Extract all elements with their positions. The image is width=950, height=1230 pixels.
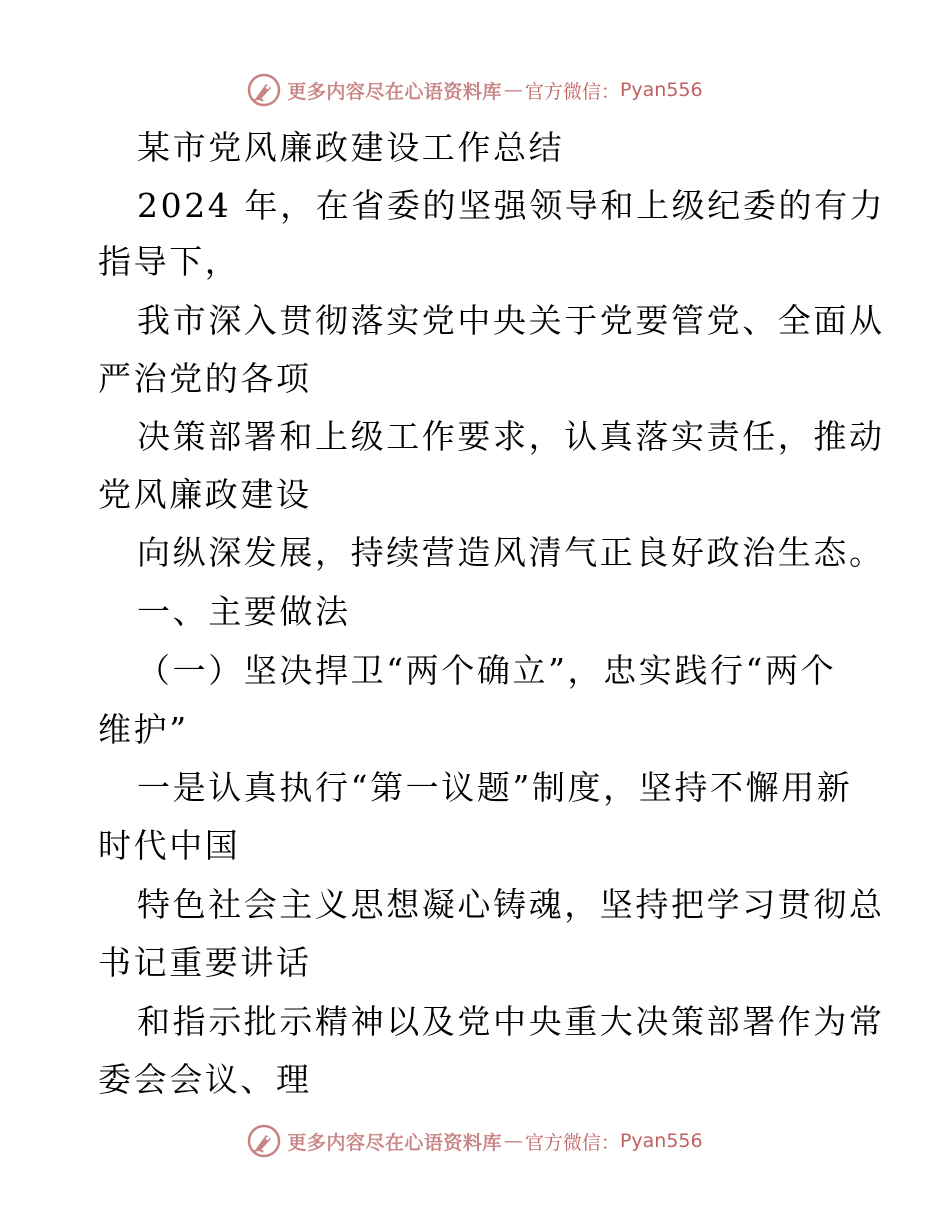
text-line: 2024 年，在省委的坚强领导和上级纪委的有力 (137, 186, 886, 225)
text-line: 严治党的各项 (98, 359, 312, 398)
text-line: 特色社会主义思想凝心铸魂，坚持把学习贯彻总 (137, 885, 885, 924)
text-line: 书记重要讲话 (98, 943, 312, 982)
watermark-dash: — (503, 79, 523, 101)
text-line: 指导下， (98, 242, 241, 281)
text-line: 决策部署和上级工作要求，认真落实责任，推动 (137, 417, 885, 456)
text-line: 时代中国 (98, 826, 241, 865)
watermark-dash: — (503, 1130, 523, 1152)
text-line: 向纵深发展，持续营造风清气正良好政治生态。 (137, 533, 885, 572)
subsection-heading: 维护” (98, 710, 189, 749)
text-line: 一是认真执行“第一议题”制度，坚持不懈用新 (137, 768, 853, 807)
watermark-text: 更多内容尽在心语资料库 (287, 80, 502, 103)
watermark-id: Pyan556 (619, 79, 703, 101)
text-line: 和指示批示精神以及党中央重大决策部署作为常 (137, 1002, 885, 1041)
pen-nib-icon (247, 1124, 281, 1158)
document-title: 某市党风廉政建设工作总结 (137, 128, 565, 167)
subsection-heading: （一）坚决捍卫“两个确立”，忠实践行“两个 (137, 651, 837, 690)
text-line: 我市深入贯彻落实党中央关于党要管党、全面从 (137, 301, 885, 340)
watermark-label: 官方微信： (524, 1131, 620, 1154)
watermark-text: 更多内容尽在心语资料库 (287, 1131, 502, 1154)
watermark-footer (0, 1121, 950, 1161)
section-heading: 一、主要做法 (137, 592, 351, 631)
text-line: 委会会议、理 (98, 1060, 312, 1099)
text-line: 党风廉政建设 (98, 475, 312, 514)
watermark-id: Pyan556 (619, 1130, 703, 1152)
watermark-label: 官方微信： (524, 80, 620, 103)
